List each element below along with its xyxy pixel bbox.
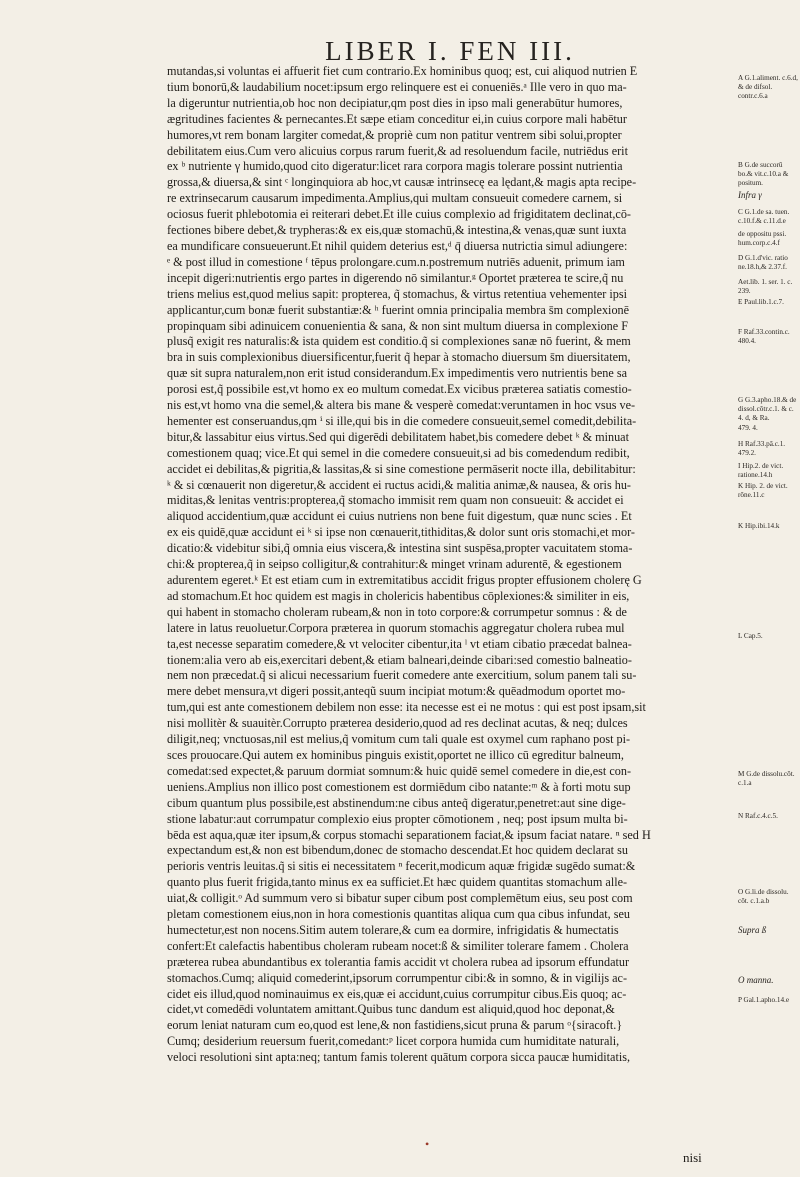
text-line: applicantur,cum bonæ fuerit substantiæ:& ʰ fuerint omnia principalia membra s̄m complexionē: [167, 302, 630, 317]
margin-note: Supra ß: [738, 925, 767, 935]
margin-note: K Hip.ibi.14.k: [738, 522, 780, 530]
ink-mark-icon: •: [425, 1137, 430, 1151]
margin-note: E Paul.lib.1.c.7.: [738, 298, 784, 306]
text-line: comestionem quaq; vice.Et qui semel in die comedere consueuit,si ad bis comedendum redibit,: [167, 445, 630, 460]
text-line: nisi mollitèr & suauitèr.Corrupto præterea desiderio,quod ad res declinat acutas, & neq; dulces: [167, 716, 628, 731]
text-line: debilitatem eius.Cum vero alicuius corpus rarum fuerit,& ad resoluendum facile, nutriēdus erit: [167, 143, 628, 158]
text-line: humores,vt rem bonam largiter comedat,& propriè cum non patitur ventrem sibi solui,propter: [167, 127, 622, 142]
text-line: propinquam sibi adinuicem conuenientia & sana, & non sint multum diuersa in complexione F: [167, 318, 629, 333]
text-line: plusq̃ exigit res naturalis:& ista quidem est conditio.q̃ si complexiones sanæ nō fuerint, & mem: [167, 334, 631, 349]
text-line: fectiones bibere debet,& trypheras:& ex eis,quæ stomachū,& intestina,& venas,quæ sunt iuxta: [167, 223, 627, 238]
text-line: ta,est necesse separatim comedere,& vt velociter cibentur,ita ˡ vt etiam cibatio præcedat balnea-: [167, 636, 632, 651]
text-line: aliquod accidentium,quæ accidunt ei cuius nutriens non bene fuit digestum, quæ nunc scies . Et: [167, 509, 632, 524]
text-line: mere debet mensura,vt digeri possit,anteqũ suum incipiat motum:& quēadmodum oportet mo-: [167, 684, 626, 699]
margin-note: O G.li.de dissolu. cōt. c.1.a.b: [738, 888, 789, 905]
text-line: stomachos.Cumq; aliquid comederint,ipsorum corrumpentur cibi:& in somno, & in vigilijs ac-: [167, 970, 628, 985]
margin-note: I Hip.2. de vict. ratione.14.h: [738, 462, 784, 479]
text-line: cidet eis illud,quod nominauimus ex eis,quæ ei accidunt,cuius corrumpitur cibus.Eis quoq; ac-: [167, 986, 627, 1001]
text-line: ea mundificare consueuerunt.Et nihil quidem deterius est,ᵈ q̄ diuersa nutrictia simul adiungere:: [167, 238, 628, 253]
text-line: uiat,& colligit.ᵒ Ad summum vero si bibatur super cibum post complemētum eius, seu post com: [167, 891, 633, 906]
text-line: tionem:alia vero ab eis,exercitari debent,& etiam balneari,deinde cibari:sed comestio balneatio-: [167, 652, 632, 667]
margin-note: O manna.: [738, 975, 774, 985]
text-line: expectandum est,& non est bibendum,donec de stomacho descendat.Et hoc quidem declarat su: [167, 843, 628, 858]
text-line: ex ᵇ nutriente γ humido,quod cito digeratur:licet rara corpora magis tolerare possint nutrientia: [167, 159, 623, 174]
text-line: ᵉ & post illud in comestione ᶠ tēpus prolongare.cum.n.postremum nutriēs aduenit, primum iam: [167, 254, 625, 269]
margin-note: A G.1.aliment. c.6.d, & de difsol. contr.c.6.a: [738, 74, 798, 100]
text-line: ueniens.Amplius non illico post comestionem est dormiēdum cibo natante:ᵐ & à forti motu sup: [167, 779, 631, 794]
running-header: LIBER I. FEN III.: [325, 36, 575, 66]
text-line: tium bonorū,& laudabilium nocet:ipsum ergo relinquere est ei conueniēs.ᵃ Ille vero in quo ma-: [167, 79, 627, 94]
text-line: tum,qui est ante comestionem debilem non esse: ita necesse est ei ne motus : qui est post ipsam,sit: [167, 700, 646, 715]
text-line: pletam comestionem eius,non in hora comestionis quantitas aliqua cum qua cibus infundat, seu: [167, 907, 631, 922]
text-line: perioris ventris leuitas.q̃ si sitis ei necessitatem ⁿ fecerit,modicum aquæ frigidæ sugēdo sumat:&: [167, 859, 636, 874]
text-line: ægritudines facientes & pernecantes.Et sæpe etiam conceditur ei,in cuius corpore mali habētur: [167, 111, 627, 126]
text-line: accidet ei debilitas,& pigritia,& lassitas,& si sine comestione permāserit nocte illa, debilitabitur:: [167, 461, 636, 476]
text-line: nis est,vt homo vna die semel,& altera bis mane & vesperè comedat:veruntamen in hoc vsus ve-: [167, 398, 636, 413]
text-line: sces prouocare.Qui autem ex hominibus pinguis existit,oportet ne illico cū egreditur balneum,: [167, 747, 624, 762]
text-line: ᵏ & si cœnauerit non digeretur,& accident ei ructus acidi,& malitia animæ,& nausea, & oris hu-: [167, 477, 631, 492]
text-line: diligit,neq; vnctuosas,nil est melius,q̃ vomitum cum tali quale est oxymel cum raphano post pi-: [167, 732, 631, 747]
text-line: ex eis quidē,quæ accidunt ei ᵏ si ipse non cœnauerit,tithiditas,& dolor sunt oris stomachi,et mor-: [167, 525, 635, 540]
text-line: chi:& propterea,q̃ in seipso colligitur,& contrahitur:& minget vrinam adurentē, & egestionem: [167, 557, 622, 572]
text-line: ociosus fuerit phlebotomia ei reiterari debet.Et ille cuius complexio ad frigiditatem declinat,cō-: [167, 207, 631, 222]
margin-note: M G.de dissolu.cōt. c.1.a: [738, 770, 795, 787]
text-line: veloci resolutioni sint apta:neq; tantum famis tolerent quātum corpora sicca paucæ humiditatis,: [167, 1050, 631, 1065]
text-line: Cumq; desiderium reuersum fuerit,comedant:ᵖ licet corpora humida cum humiditate naturali,: [167, 1034, 620, 1049]
text-line: hementer est conseruandus,qm ⁱ si ille,qui bis in die comedere consueuit,semel comedit,debilita-: [167, 413, 637, 428]
margin-note: C G.1.de sa. tuen. c.10.f.& c.11.d.e: [738, 208, 790, 225]
text-line: porosi est,q̃ possibile est,vt homo ex eo multum comedat.Ex vicibus præterea satiatis comestio-: [167, 382, 632, 397]
margin-note: de oppositu pssi. hum.corp.c.4.f: [738, 230, 787, 247]
text-line: qui habent in stomacho choleram rubeam,& non in toto corpore:& corrumpetur somnus : & de: [167, 604, 627, 619]
margin-note: D G.1.d'vic. ratio ne.18.h,& 2.37.f.: [738, 254, 788, 271]
text-line: bitur,& lassabitur eius virtus.Sed qui digerēdi debilitatem habet,bis comedere debet ᵏ & minuat: [167, 429, 629, 444]
text-line: stione labatur:aut corrumpatur complexio eius propter cōmotionem , neq; post ipsum multa bi-: [167, 811, 628, 826]
text-line: quanto plus fuerit frigida,tanto minus ex ea sufficiet.Et hæc quidem quantitas stomachum alle-: [167, 875, 628, 890]
text-line: humectetur,est non nocens.Sitim autem tolerare,& cum ea dormire, infrigidatis & humectatis: [167, 922, 619, 937]
text-line: quæ sit supra naturalem,non erit istud considerandum.Ex impedimentis vero nutrientis bene sa: [167, 366, 627, 381]
text-line: dicatio:& videbitur sibi,q̃ omnia eius viscera,& intestina sint suspēsa,propter vacuitatem stoma-: [167, 541, 633, 556]
text-line: la digeruntur nutrientia,ob hoc non decipiatur,qm post dies in ipso mali generabūtur humores,: [167, 95, 623, 110]
text-line: comedat:sed expectet,& paruum dormiat somnum:& huic quidē semel comedere in die,est con-: [167, 763, 631, 778]
margin-note: F Raf.33.contin.c. 480.4.: [738, 328, 790, 345]
text-line: cibum quantum plus possibile,est abstinendum:ne cibus anteq̃ digeratur,penetret:aut sine dige-: [167, 795, 626, 810]
margin-note: L Cap.5.: [738, 632, 763, 640]
text-line: cidet,vt comedēdi voluntatem amittant.Quibus tunc dandum est aliquid,quod hoc deponat,&: [167, 1002, 615, 1017]
text-line: incepit digeri:nutrientis ergo partes in digerendo nō similantur.ᵍ Oportet præterea te scire,q̃ nu: [167, 270, 624, 285]
catchword: nisi: [683, 1150, 702, 1165]
margin-note: B G.de succorū bo.& vit.c.10.a & positum.: [738, 161, 789, 187]
text-line: mutandas,si voluntas ei affuerit fiet cum contrario.Ex hominibus quoq; est, cui aliquod nutrien E: [167, 64, 638, 78]
text-line: eorum leniat naturam cum eo,quod est lene,& non fastidiens,sicut pruna & parum ᵒ{siracoft.}: [167, 1018, 623, 1033]
text-line: triens melius est,quod melius sapit: propterea, q̃ stomachus, & virtus retentiua vehementer ipsi: [167, 286, 627, 301]
body-text: [167, 64, 735, 1066]
text-line: confert:Et calefactis habentibus choleram rubeam nocet:ß & similiter tolerare famem . Cholera: [167, 938, 629, 953]
margin-note: Aet.lib. 1. ser. 1. c. 239.: [738, 278, 793, 295]
text-line: miditas,& lenitas ventris:propterea,q̃ stomacho immisit rem quam non consueuit: & accidet ei: [167, 493, 624, 508]
text-line: nem non præcedat.q̃ si alicui necessarium fuerit comedere ante exercitium, solum panem tali su-: [167, 668, 637, 683]
margin-note: P Gal.1.apho.14.e: [738, 996, 790, 1004]
text-line: adurentem egeret.ᵏ Et est etiam cum in extremitatibus accidit frigus propter effusionem cholerę G: [167, 573, 642, 587]
margin-note: H Raf.33.pā.c.1. 479.2.: [738, 440, 786, 457]
margin-note: G G.3.apho.18.& de dissol.cōtr.c.1. & c. 4. d, & Ra.: [738, 396, 797, 422]
text-line: bra in suis complexionibus diuersificentur,fuerit q̃ hepar à stomacho diuersum s̄m diuersitatem,: [167, 350, 631, 365]
text-line: bēda est aqua,quæ iter ipsum,& corpus stomachi separationem faciat,& ipsum faciat natare. ⁿ sed H: [167, 827, 651, 842]
text-line: præterea rubea abundantibus ex tolerantia famis accidit vt cholera rubea ad ipsorum effundatur: [167, 954, 630, 969]
text-line: ad stomachum.Et hoc quidem est magis in cholericis habentibus cōplexiones:& similiter in eis,: [167, 588, 630, 603]
text-line: latere in latus reuoluetur.Corpora præterea in quorum stomachis aggregatur cholera rubea mul: [167, 620, 625, 635]
margin-note: Infra γ: [738, 190, 762, 200]
margin-note: 479. 4.: [738, 424, 758, 432]
text-line: grossa,& diuersa,& sint ᶜ longinquiora ab hoc,vt causæ intrinsecę ea lędant,& magis apta recipe-: [167, 175, 637, 190]
text-line: re extrinsecarum causarum impedimenta.Amplius,qui multam consueuit comedere carnem, si: [167, 191, 623, 206]
margin-note: K Hip. 2. de vict. rōne.11.c: [738, 482, 788, 499]
margin-note: N Raf.c.4.c.5.: [738, 812, 778, 820]
